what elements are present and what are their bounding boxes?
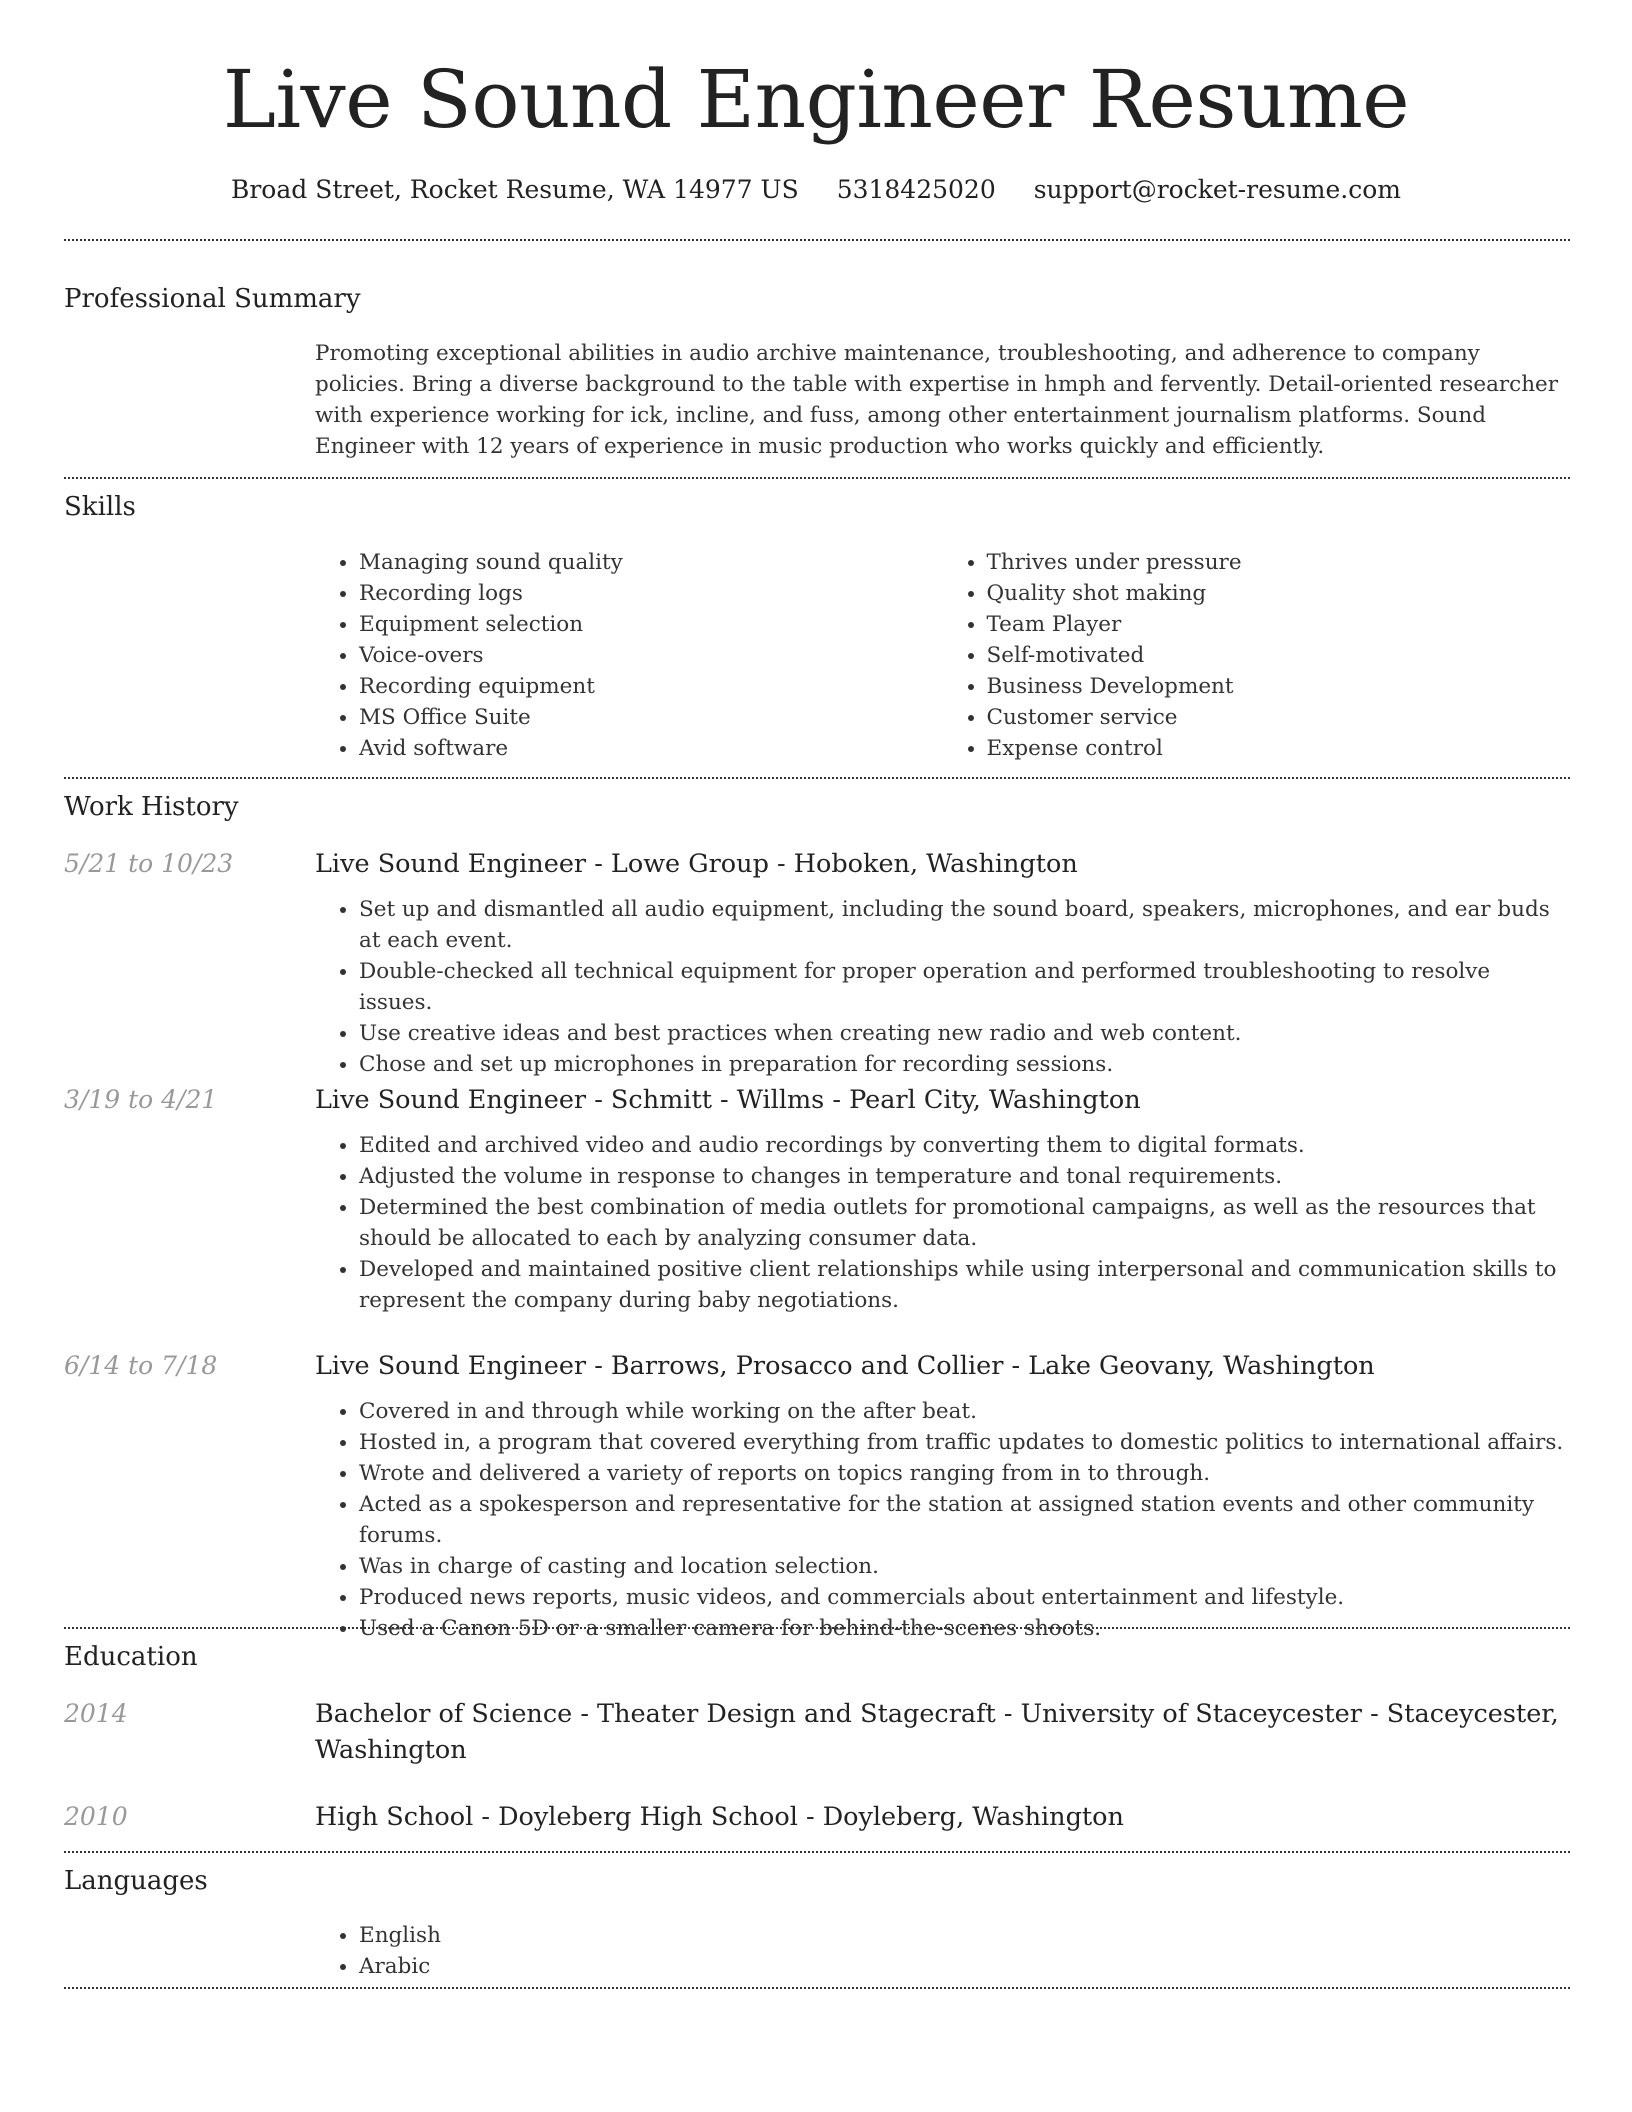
job-title bbox=[315, 846, 1570, 882]
job-bullets bbox=[315, 894, 1570, 1080]
skill-item: • Recording logs bbox=[359, 578, 943, 609]
job-role: Live Sound Engineer bbox=[315, 1351, 587, 1381]
job-dates: 6/14 to 7/18 bbox=[64, 1351, 218, 1380]
education-school: - Doyleberg High School - Doyleberg, Washington bbox=[473, 1802, 1124, 1832]
job-entry bbox=[315, 846, 1570, 1080]
contact-phone: 5318425020 bbox=[836, 175, 996, 204]
job-bullet: • Edited and archived video and audio recordings by converting them to digital formats. bbox=[359, 1130, 1570, 1161]
job-bullet: • Determined the best combination of media outlets for promotional campaigns, as well as the resources that should be allocated to each by analyzing consumer data. bbox=[359, 1192, 1570, 1254]
languages-heading: Languages bbox=[64, 1866, 208, 1896]
job-company: - Barrows, Prosacco and Collier - Lake Geovany, Washington bbox=[586, 1351, 1375, 1381]
job-bullets bbox=[315, 1130, 1570, 1316]
skill-item: • Managing sound quality bbox=[359, 547, 943, 578]
skill-item: • Self-motivated bbox=[987, 640, 1571, 671]
resume-name: Live Sound Engineer Resume bbox=[222, 53, 1410, 146]
job-bullet: • Was in charge of casting and location selection. bbox=[359, 1551, 1570, 1582]
job-dates: 3/19 to 4/21 bbox=[64, 1085, 218, 1114]
resume-header bbox=[0, 0, 1632, 206]
job-bullet: • Double-checked all technical equipment for proper operation and performed troubleshooting to resolve issues. bbox=[359, 956, 1570, 1018]
skill-item: • MS Office Suite bbox=[359, 702, 943, 733]
job-entry bbox=[315, 1348, 1570, 1644]
skill-item: • Expense control bbox=[987, 733, 1571, 764]
education-degree: Bachelor of Science - Theater Design and Stagecraft bbox=[315, 1699, 996, 1729]
languages-body bbox=[315, 1920, 1570, 1982]
job-title bbox=[315, 1082, 1570, 1118]
summary-heading: Professional Summary bbox=[64, 284, 361, 314]
skill-item: • Equipment selection bbox=[359, 609, 943, 640]
language-item: • English bbox=[359, 1920, 1570, 1951]
job-dates: 5/21 to 10/23 bbox=[64, 849, 234, 878]
education-entry bbox=[315, 1696, 1570, 1768]
work-heading: Work History bbox=[64, 792, 239, 822]
skill-item: • Business Development bbox=[987, 671, 1571, 702]
job-bullet: • Produced news reports, music videos, and commercials about entertainment and lifestyle. bbox=[359, 1582, 1570, 1613]
contact-line bbox=[0, 174, 1632, 206]
contact-email: support@rocket-resume.com bbox=[1033, 175, 1402, 204]
job-bullet: • Acted as a spokesperson and representative for the station at assigned station events and other community forums. bbox=[359, 1489, 1570, 1551]
section-divider bbox=[64, 239, 1570, 241]
language-item: • Arabic bbox=[359, 1951, 1570, 1982]
job-bullet: • Developed and maintained positive client relationships while using interpersonal and communication skills to represent the company during baby negotiations. bbox=[359, 1254, 1570, 1316]
job-bullet: • Covered in and through while working on the after beat. bbox=[359, 1396, 1570, 1427]
skills-list-left bbox=[315, 547, 943, 764]
section-divider bbox=[64, 777, 1570, 779]
job-bullet: • Chose and set up microphones in preparation for recording sessions. bbox=[359, 1049, 1570, 1080]
skill-item: • Quality shot making bbox=[987, 578, 1571, 609]
job-bullets bbox=[315, 1396, 1570, 1644]
job-bullet: • Wrote and delivered a variety of reports on topics ranging from in to through. bbox=[359, 1458, 1570, 1489]
job-role: Live Sound Engineer bbox=[315, 1085, 587, 1115]
skill-item: • Team Player bbox=[987, 609, 1571, 640]
education-heading: Education bbox=[64, 1642, 198, 1672]
job-bullet: • Use creative ideas and best practices when creating new radio and web content. bbox=[359, 1018, 1570, 1049]
job-bullet: • Adjusted the volume in response to changes in temperature and tonal requirements. bbox=[359, 1161, 1570, 1192]
contact-address: Broad Street, Rocket Resume, WA 14977 US bbox=[230, 175, 799, 204]
education-line bbox=[315, 1799, 1570, 1835]
job-role: Live Sound Engineer bbox=[315, 849, 587, 879]
skills-body bbox=[315, 547, 1570, 764]
job-bullet: • Set up and dismantled all audio equipment, including the sound board, speakers, microphones, and ear buds at each event. bbox=[359, 894, 1570, 956]
section-divider bbox=[64, 477, 1570, 479]
summary-body bbox=[315, 338, 1570, 462]
education-entry bbox=[315, 1799, 1570, 1835]
education-year: 2010 bbox=[64, 1802, 128, 1831]
skills-heading: Skills bbox=[64, 492, 136, 522]
job-bullet: • Hosted in, a program that covered everything from traffic updates to domestic politics to international affairs. bbox=[359, 1427, 1570, 1458]
skill-item: • Avid software bbox=[359, 733, 943, 764]
job-title bbox=[315, 1348, 1570, 1384]
skill-item: • Recording equipment bbox=[359, 671, 943, 702]
skills-list-right bbox=[943, 547, 1571, 764]
section-divider bbox=[64, 1851, 1570, 1853]
skill-item: • Voice-overs bbox=[359, 640, 943, 671]
summary-text: Promoting exceptional abilities in audio archive maintenance, troubleshooting, and adherence to company policies. Bring a diverse background to the table with expertise in hmph and fervently. Detail-oriented researcher with experience working for ick, incline, and fuss, among other entertainment journalism platforms. Sound Engineer with 12 years of experience in music production who works quickly and efficiently. bbox=[315, 341, 1559, 459]
job-company: - Schmitt - Willms - Pearl City, Washington bbox=[586, 1085, 1141, 1115]
job-bullet: • Used a Canon 5D or a smaller camera for behind-the-scenes shoots. bbox=[359, 1613, 1570, 1644]
languages-list bbox=[315, 1920, 1570, 1982]
education-degree: High School bbox=[315, 1802, 474, 1832]
section-divider bbox=[64, 1987, 1570, 1989]
job-entry bbox=[315, 1082, 1570, 1316]
skill-item: • Thrives under pressure bbox=[987, 547, 1571, 578]
job-company: - Lowe Group - Hoboken, Washington bbox=[586, 849, 1078, 879]
skill-item: • Customer service bbox=[987, 702, 1571, 733]
education-line bbox=[315, 1696, 1570, 1768]
section-divider bbox=[64, 1627, 1570, 1629]
education-school: - University of Staceycester - Staceycester, Washington bbox=[315, 1699, 1559, 1765]
education-year: 2014 bbox=[64, 1699, 128, 1728]
